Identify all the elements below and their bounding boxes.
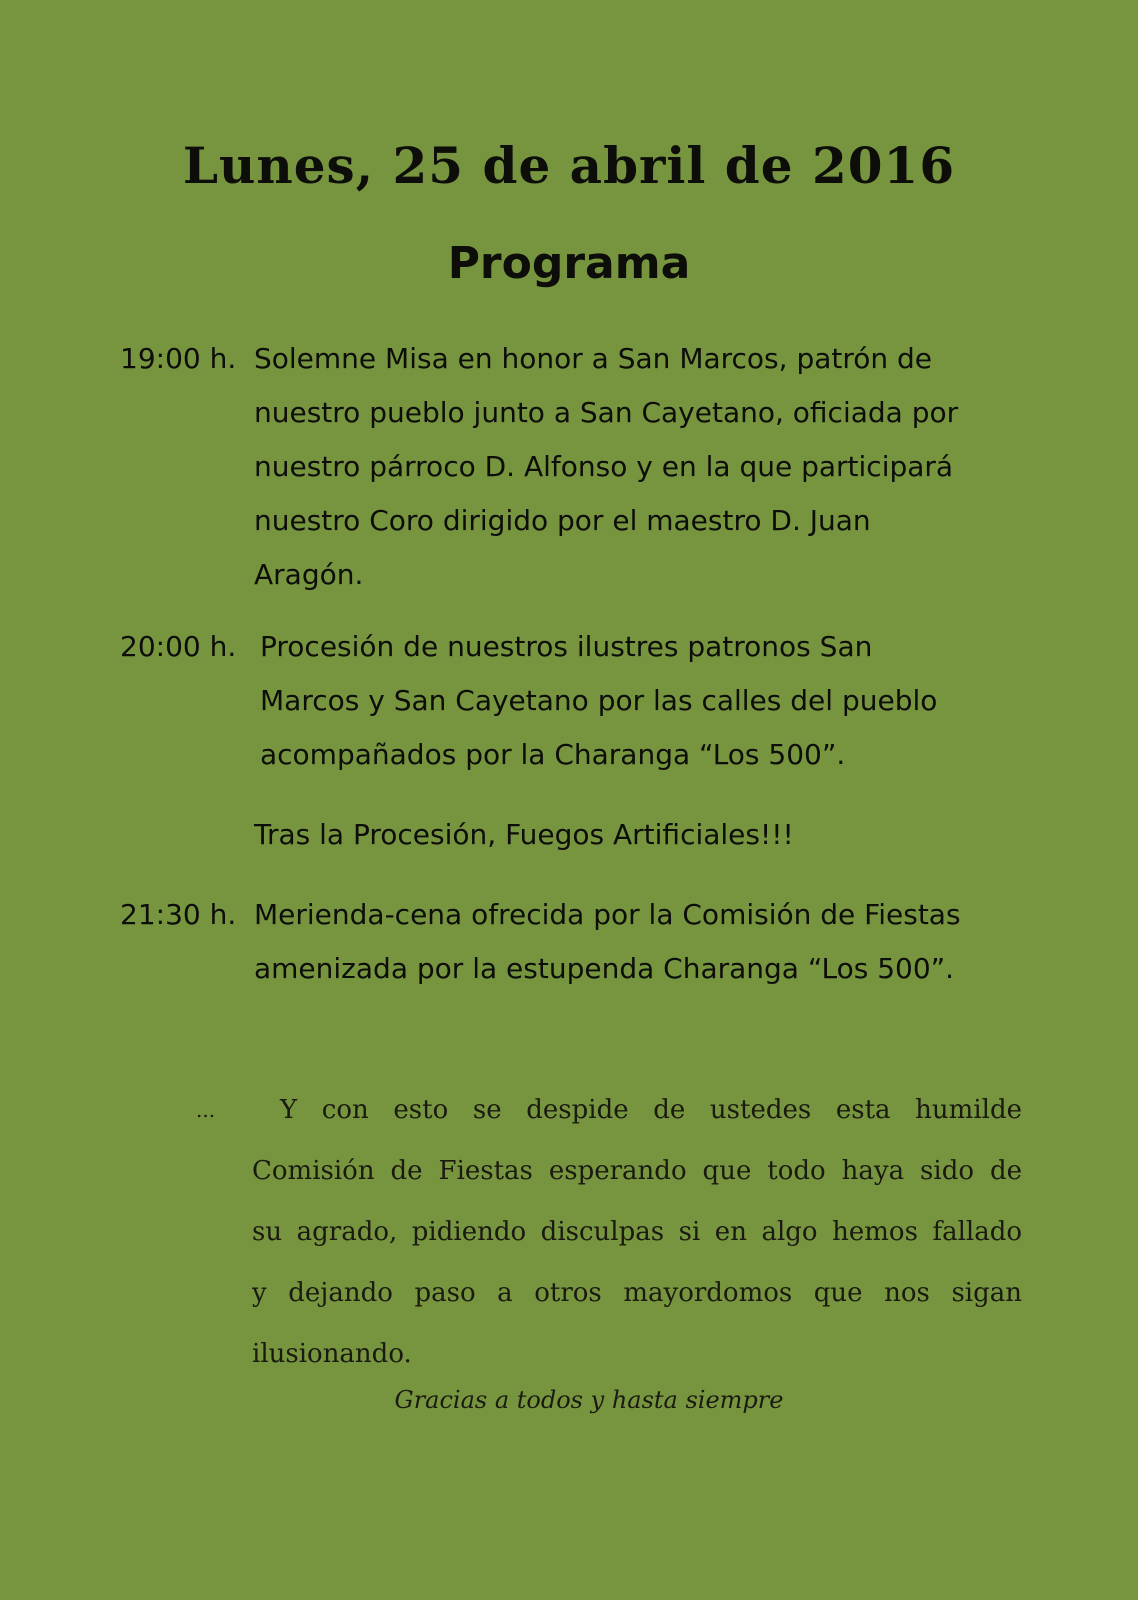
event-line: nuestro Coro dirigido por el maestro D. Juan [254, 504, 871, 537]
event-time: 19:00 h. [120, 342, 237, 375]
event-description [260, 620, 1040, 782]
event-line: acompañados por la Charanga “Los 500”. [260, 738, 846, 771]
farewell-ellipsis: ... [196, 1098, 216, 1122]
event-time: 21:30 h. [120, 898, 237, 931]
event-line: Merienda-cena ofrecida por la Comisión de Fiestas [254, 898, 961, 931]
event-line: amenizada por la estupenda Charanga “Los 500”. [254, 952, 955, 985]
event-line: Marcos y San Cayetano por las calles del pueblo [260, 684, 938, 717]
event-item [120, 888, 1040, 996]
event-line: Aragón. [254, 558, 364, 591]
program-heading: Programa [447, 238, 691, 289]
farewell-text [252, 1080, 1022, 1385]
farewell-line: y dejando paso a otros mayordomos que nos sigan [252, 1278, 1022, 1308]
event-description [254, 888, 1040, 996]
farewell-line: Y con esto se despide de ustedes esta humilde [280, 1095, 1022, 1125]
event-item [120, 620, 1040, 782]
event-description [254, 332, 1040, 602]
event-line: nuestro párroco D. Alfonso y en la que participará [254, 450, 954, 483]
event-line: Procesión de nuestros ilustres patronos San [260, 630, 873, 663]
event-line: Solemne Misa en honor a San Marcos, patrón de [254, 342, 933, 375]
date-heading: Lunes, 25 de abril de 2016 [182, 136, 956, 195]
closing-thanks: Gracias a todos y hasta siempre [394, 1386, 784, 1414]
farewell-line: Comisión de Fiestas esperando que todo haya sido de [252, 1156, 1022, 1186]
event-time: 20:00 h. [120, 630, 237, 663]
event-item [120, 332, 1040, 602]
event-line: nuestro pueblo junto a San Cayetano, oficiada por [254, 396, 959, 429]
farewell-line: ilusionando. [252, 1339, 412, 1369]
farewell-line: su agrado, pidiendo disculpas si en algo hemos fallado [252, 1217, 1022, 1247]
fireworks-note: Tras la Procesión, Fuegos Artificiales!!! [254, 818, 794, 851]
farewell-paragraph [196, 1080, 1022, 1385]
